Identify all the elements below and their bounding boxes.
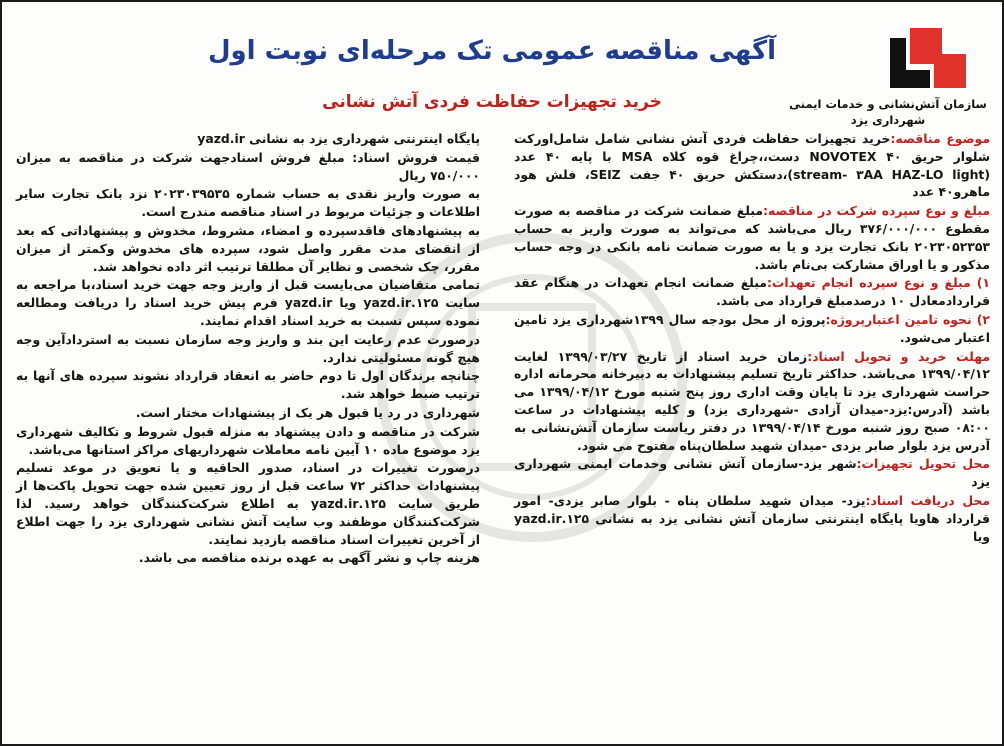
deadline-heading: مهلت خرید و تحویل اسناد: [807, 348, 991, 364]
performance-paragraph [514, 274, 990, 310]
organization-line1: سازمان آتش‌نشانی و خدمات ایمنی [789, 97, 987, 111]
left-paragraph: درصورت عدم رعایت این بند و واریز وجه سازمان نسبت به استردادآین وجه هیچ گونه مسئولیتی ندارد. [16, 331, 480, 365]
left-paragraph: شرکت در مناقصه و دادن پیشنهاد به منزله قبول شروط و تکالیف شهرداری یزد موضوع ماده ۱۰ آیین نامه معاملات شهرداریهای مراکز استانها می‌باشد. [16, 423, 480, 457]
subject-text: خرید تجهیزات حفاظت فردی آتش نشانی شامل شامل‌اورکت شلوار حریق NOVOTEX ۴۰ دست،،چراغ قوه کلاه MSA با پایه ۴۰ عدد (stream- ۳AA HAZ-LO light)،دستکش حریق ۴۰ جفت SEIZ، فلش هود ماهرو۴۰ عدد [514, 131, 991, 200]
receive-paragraph [514, 492, 990, 545]
left-paragraph: درصورت تغییرات در اسناد، صدور الحاقیه و یا تعویق در موعد تسلیم پیشنهادات حداکثر ۷۲ ساعت قبل از روز تعیین شده جهت تحویل پاکت‌ها از طریق سایت ۱۲۵.yazd.ir به اطلاع شرکت‌کنندگان خواهد رسید. لذا شرکت‌کنندگان موظفند وب سایت آتش نشانی شهرداری یزد را جهت اطلاع از آخرین تغییرات اسناد مناقصه بازدید نمایند. [16, 460, 481, 547]
funding-text: پروژه از محل بودجه سال ۱۳۹۹شهرداری یزد تامین اعتبار می‌شود. [514, 311, 990, 345]
funding-heading: ۲) نحوه تامین اعتبارپروژه: [825, 311, 990, 327]
notice-title: آگهی مناقصه عمومی تک مرحله‌ای نوبت اول [207, 36, 777, 66]
organization-line2: شهرداری یزد [850, 113, 926, 127]
left-paragraph: تمامی متقاضیان می‌بایست قبل از واریز وجه جهت خرید اسناد،با مراجعه به سایت ۱۲۵.yazd.ir ویا yazd.ir فرم پیش خرید اسناد را دریافت ومطالعه نموده سپس نسبت به خرید اسناد اقدام نمایند. [16, 277, 481, 328]
performance-heading: ۱) مبلغ و نوع سپرده انجام تعهدات: [766, 275, 990, 291]
delivery-heading: محل تحویل تجهیزات: [856, 456, 990, 472]
guarantee-paragraph [514, 202, 990, 273]
guarantee-text: مبلغ ضمانت شرکت در مناقصه به صورت مقطوع ۳۷۶/۰۰۰/۰۰۰ ریال می‌باشد که می‌تواند به صورت واریز به حساب ۲۰۲۳۰۵۲۳۵۳ بانک تجارت یزد و یا به صورت ضمانت نامه بانکی در وجه حساب مذکور و یا اوراق مشارکت بی‌نام باشد. [514, 203, 990, 272]
left-paragraph: چنانچه برندگان اول تا دوم حاضر به انعقاد قرارداد نشوند سپرده های آنها به ترتیب ضبط خواهد شد. [16, 368, 480, 402]
left-paragraph: به صورت واریز نقدی به حساب شماره ۲۰۲۳۰۳۹۵۳۵ نزد بانک تجارت سایر اطلاعات و جزئیات مربوط در اسناد مناقصه مندرج است. [16, 186, 480, 220]
deadline-paragraph [514, 348, 990, 455]
fire-department-logo-icon [880, 24, 980, 92]
organization-name [788, 96, 988, 128]
left-column [16, 130, 480, 568]
deadline-text: زمان خرید اسناد از تاریخ ۱۳۹۹/۰۳/۲۷ لغایت ۱۳۹۹/۰۴/۱۲ می‌باشد. حداکثر تاریخ تسلیم پیشنهادات به دبیرخانه محرمانه اداره حراست شهرداری یزد تا پایان وقت اداری روز پنج شنبه مورخ ۱۳۹۹/۰۴/۱۲ می باشد (آدرس:یزد-میدان آزادی -شهرداری یزد) و کلیه پیشنهادات در ساعت ۰۸:۰۰ صبح روز شنبه مورخ ۱۳۹۹/۰۴/۱۴ در دفتر ریاست سازمان آتش‌نشانی به آدرس یزد بلوار صابر یزدی -میدان شهید سلطان‌پناه مفتوح می شود. [514, 348, 991, 453]
subject-heading: موضوع مناقصه: [890, 131, 990, 146]
left-paragraph: به پیشنهادهای فاقدسپرده و امضاء، مشروط، مخدوش و پیشنهاداتی که بعد از انقضای مدت مقرر واصل شود، سپرده های مخدوش وکمتر از میزان مقرر، چک شخصی و نظایر آن مطلقا ترتیب اثر داده نخواهد شد. [16, 222, 480, 274]
delivery-text: شهر یزد-سازمان آتش نشانی وخدمات ایمنی شهرداری یزد [514, 456, 990, 490]
performance-text: مبلغ ضمانت انجام تعهدات در هنگام عقد قراردادمعادل ۱۰ درصدمبلغ قرارداد می باشد. [514, 275, 990, 309]
subject-paragraph [514, 130, 990, 201]
receive-heading: محل دریافت اسناد: [865, 492, 990, 508]
right-column [514, 130, 990, 546]
left-paragraph: قیمت فروش اسناد: مبلغ فروش اسنادجهت شرکت در مناقصه به میزان ۷۵۰/۰۰۰ ریال [16, 149, 480, 183]
funding-paragraph [514, 311, 990, 347]
delivery-paragraph [514, 455, 990, 491]
left-paragraph: شهرداری در رد یا قبول هر یک از پیشنهادات مختار است. [135, 404, 480, 420]
notice-subtitle: خرید تجهیزات حفاظت فردی آتش نشانی [322, 92, 662, 112]
guarantee-heading: مبلغ و نوع سپرده شرکت در مناقصه: [763, 203, 990, 219]
left-paragraph: پایگاه اینترنتی شهرداری یزد به نشانی yazd.ir [197, 131, 480, 146]
receive-text: یزد- میدان شهید سلطان پناه - بلوار صابر یزدی- امور قرارداد هاویا پایگاه اینترنتی سازمان آتش نشانی یزد به نشانی ۱۲۵.yazd.ir ویا [514, 492, 990, 544]
left-paragraph: هزینه چاپ و نشر آگهی به عهده برنده مناقصه می باشد. [138, 550, 480, 566]
